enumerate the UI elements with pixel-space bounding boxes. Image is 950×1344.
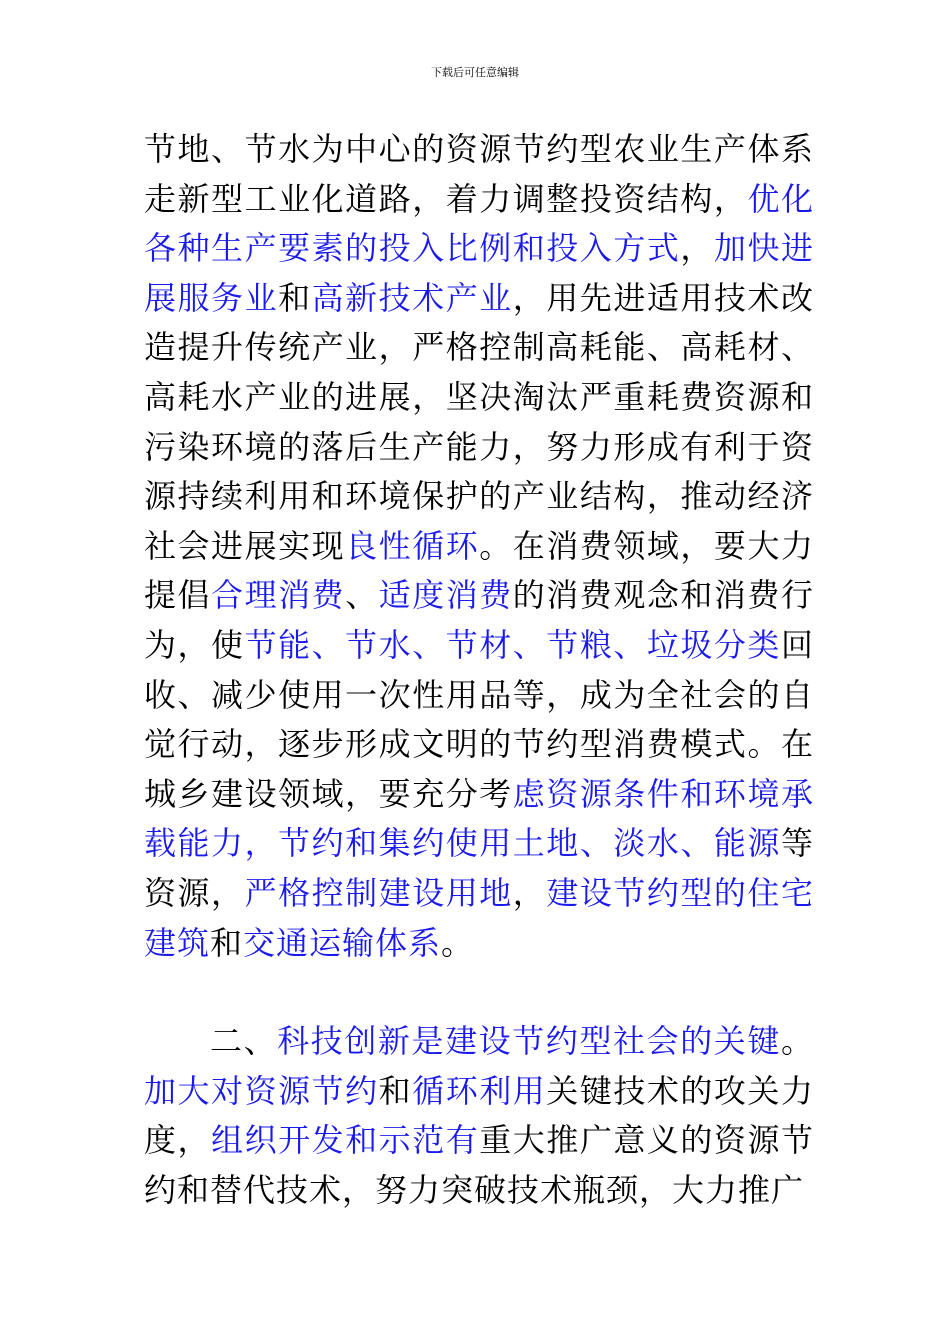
highlighted-text: 良性循环 xyxy=(345,526,480,565)
page-header: 下载后可任意编辑 xyxy=(431,66,519,79)
body-text: 回收、减少使用一次性用品等，成为全社会的自觉行动，逐步形成文明的节约型消费模式。在城乡建设领域，要充分考 xyxy=(144,625,814,813)
body-text: 等资源， xyxy=(144,824,814,912)
highlighted-text: 加大对资源节约 xyxy=(144,1071,379,1110)
highlighted-text: 加快进展服务业 xyxy=(144,229,814,317)
highlighted-text: 适度消费 xyxy=(378,576,513,615)
highlighted-text: 高新技术产业 xyxy=(311,278,513,317)
highlighted-text: 优化各种生产要素的投入比例和投入方式 xyxy=(144,179,814,268)
highlighted-text: 科技创新是建设节约型社会的关键 xyxy=(277,1022,781,1061)
body-text: 重大推广意义的资源节约和替代技术，努力突破技术瓶颈，大力推广 xyxy=(144,1121,814,1209)
highlighted-text: 严格控制建设用地 xyxy=(244,873,513,912)
body-text: 。 xyxy=(780,1022,814,1061)
body-text: 关键技术的攻关力度， xyxy=(144,1071,814,1160)
body-text: 、 xyxy=(345,576,379,615)
body-text: 节地、节水为中心的资源节约型农业生产体系走新型工业化道路，着力调整投资结构， xyxy=(144,130,814,218)
body-text: ， xyxy=(680,229,714,268)
body-text: 和 xyxy=(278,278,312,317)
highlighted-text: 建设节约型的住宅建筑 xyxy=(144,873,814,962)
highlighted-text: 合理消费 xyxy=(211,576,346,615)
body-text: 。在消费领域，要大力提倡 xyxy=(144,526,814,615)
body-text: 的消费观念和消费行为，使 xyxy=(144,576,814,664)
paragraph-1 xyxy=(144,125,814,968)
highlighted-text: 组织开发和示范有 xyxy=(211,1121,480,1160)
body-text: ， xyxy=(512,873,547,912)
highlighted-text: 虑资源条件和环境承载能力，节约和集约使用土地、淡水、能源 xyxy=(144,774,814,863)
body-text: 和 xyxy=(210,923,244,962)
highlighted-text: 循环利用 xyxy=(412,1071,547,1110)
body-text: 二、 xyxy=(210,1022,278,1061)
body-text: 和 xyxy=(378,1071,413,1110)
paragraph-2 xyxy=(144,1017,814,1215)
highlighted-text: 节能、节水、节材、节粮、垃圾分类 xyxy=(244,625,781,664)
highlighted-text: 交通运输体系 xyxy=(243,923,442,962)
document-body xyxy=(144,125,814,1215)
body-text: 。 xyxy=(441,923,475,962)
body-text: ，用先进适用技术改造提升传统产业，严格控制高耗能、高耗材、高耗水产业的进展，坚决淘汰严重耗费资源和污染环境的落后生产能力，努力形成有利于资源持续利用和环境保护的产业结构，推动经济社会进展实现 xyxy=(144,278,814,565)
